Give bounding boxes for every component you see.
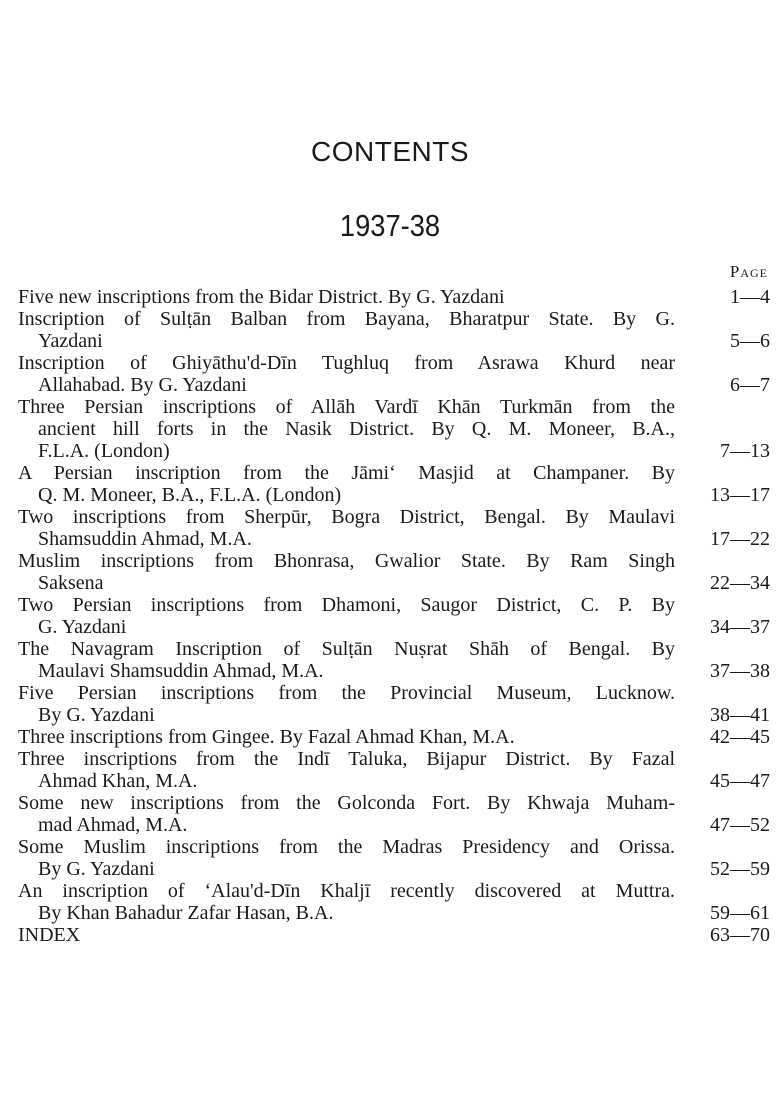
toc-entry-line bbox=[18, 440, 770, 462]
entry-title-text: Some Muslim inscriptions from the Madras Presidency and Orissa. bbox=[18, 836, 675, 858]
page-range: 63—70 bbox=[710, 924, 770, 946]
entry-title-text: F.L.A. (London) bbox=[38, 440, 170, 462]
toc-entry bbox=[18, 286, 770, 308]
page-range: 47—52 bbox=[710, 814, 770, 836]
dot-leader bbox=[349, 484, 675, 506]
dot-leader bbox=[111, 330, 675, 352]
volume-year: 1937-38 bbox=[339, 208, 441, 243]
page-range: 37—38 bbox=[710, 660, 770, 682]
entry-title-text: By Khan Bahadur Zafar Hasan, B.A. bbox=[38, 902, 334, 924]
toc-entry-line bbox=[18, 616, 770, 638]
toc-entry bbox=[18, 682, 770, 726]
dot-leader bbox=[341, 902, 675, 924]
toc-entry bbox=[18, 308, 770, 352]
toc-entry-line bbox=[18, 880, 770, 902]
toc-entry-line bbox=[18, 594, 770, 616]
page-range: 52—59 bbox=[710, 858, 770, 880]
entry-title-text: The Navagram Inscription of Sulṭān Nuṣrat Shāh of Bengal. By bbox=[18, 638, 675, 660]
dot-leader bbox=[163, 704, 675, 726]
toc-entry-line bbox=[18, 682, 770, 704]
toc-entry-line bbox=[18, 506, 770, 528]
entry-title-text: Three inscriptions from the Indī Taluka, Bijapur District. By Fazal bbox=[18, 748, 675, 770]
dot-leader bbox=[195, 814, 675, 836]
toc-entry-line bbox=[18, 704, 770, 726]
toc-entry bbox=[18, 506, 770, 550]
toc-entry-line bbox=[18, 418, 770, 440]
entry-title-text: Five Persian inscriptions from the Provincial Museum, Lucknow. bbox=[18, 682, 675, 704]
entry-title-text: A Persian inscription from the Jāmi‘ Masjid at Champaner. By bbox=[18, 462, 675, 484]
toc-entry-line bbox=[18, 484, 770, 506]
entry-title-text: An inscription of ‘Alau'd-Dīn Khaljī recently discovered at Muttra. bbox=[18, 880, 675, 902]
entry-title-text: Shamsuddin Ahmad, M.A. bbox=[38, 528, 252, 550]
dot-leader bbox=[255, 374, 675, 396]
entry-title-text: By G. Yazdani bbox=[38, 704, 155, 726]
toc-entry-line bbox=[18, 550, 770, 572]
toc-entry bbox=[18, 726, 770, 748]
toc-entry bbox=[18, 792, 770, 836]
entry-title-text: G. Yazdani bbox=[38, 616, 127, 638]
toc-entry-line bbox=[18, 660, 770, 682]
entry-title-text: Inscription of Sulṭān Balban from Bayana, Bharatpur State. By G. bbox=[18, 308, 675, 330]
toc-entry bbox=[18, 880, 770, 924]
toc-entry-line bbox=[18, 902, 770, 924]
toc-entry bbox=[18, 748, 770, 792]
page-title: CONTENTS bbox=[311, 136, 469, 167]
toc-entry-line bbox=[18, 528, 770, 550]
page-range: 6—7 bbox=[730, 374, 770, 396]
page-column-header: Page bbox=[729, 262, 768, 281]
toc-entry bbox=[18, 462, 770, 506]
toc-entry-line bbox=[18, 352, 770, 374]
toc-entry-line bbox=[18, 748, 770, 770]
dot-leader bbox=[513, 286, 675, 308]
entry-title-text: Inscription of Ghiyāthu'd-Dīn Tughluq from Asrawa Khurd near bbox=[18, 352, 675, 374]
entry-title-text: Two Persian inscriptions from Dhamoni, Saugor District, C. P. By bbox=[18, 594, 675, 616]
toc-entry bbox=[18, 836, 770, 880]
toc-entry-line bbox=[18, 638, 770, 660]
toc-entry-line bbox=[18, 792, 770, 814]
dot-leader bbox=[163, 858, 675, 880]
page-range: 5—6 bbox=[730, 330, 770, 352]
toc-entry-line bbox=[18, 374, 770, 396]
toc-entry-line bbox=[18, 572, 770, 594]
toc-entry bbox=[18, 924, 770, 946]
toc-entry-line bbox=[18, 770, 770, 792]
entry-title-text: ancient hill forts in the Nasik District. By Q. M. Moneer, B.A., bbox=[38, 418, 675, 440]
table-of-contents bbox=[18, 286, 770, 946]
toc-entry bbox=[18, 638, 770, 682]
toc-entry-line bbox=[18, 396, 770, 418]
page-range: 34—37 bbox=[710, 616, 770, 638]
toc-entry-line bbox=[18, 330, 770, 352]
toc-entry-line bbox=[18, 462, 770, 484]
page-range: 38—41 bbox=[710, 704, 770, 726]
toc-entry-line bbox=[18, 726, 770, 748]
dot-leader bbox=[134, 616, 675, 638]
entry-title-text: Three Persian inscriptions of Allāh Vardī Khān Turkmān from the bbox=[18, 396, 675, 418]
dot-leader bbox=[260, 528, 675, 550]
entry-title-text: Three inscriptions from Gingee. By Fazal Ahmad Khan, M.A. bbox=[18, 726, 515, 748]
entry-title-text: Muslim inscriptions from Bhonrasa, Gwalior State. By Ram Singh bbox=[18, 550, 675, 572]
toc-entry bbox=[18, 396, 770, 462]
toc-entry bbox=[18, 352, 770, 396]
entry-title-text: Ahmad Khan, M.A. bbox=[38, 770, 198, 792]
entry-title-text: Two inscriptions from Sherpūr, Bogra District, Bengal. By Maulavi bbox=[18, 506, 675, 528]
entry-title-text: Some new inscriptions from the Golconda Fort. By Khwaja Muham- bbox=[18, 792, 675, 814]
dot-leader bbox=[112, 572, 675, 594]
dot-leader bbox=[205, 770, 675, 792]
entry-title-text: INDEX bbox=[18, 924, 81, 946]
page-range: 22—34 bbox=[710, 572, 770, 594]
entry-title-text: Allahabad. By G. Yazdani bbox=[38, 374, 247, 396]
toc-entry bbox=[18, 594, 770, 638]
dot-leader bbox=[88, 924, 675, 946]
toc-entry-line bbox=[18, 924, 770, 946]
page-range: 42—45 bbox=[710, 726, 770, 748]
entry-title-text: mad Ahmad, M.A. bbox=[38, 814, 188, 836]
toc-entry-line bbox=[18, 308, 770, 330]
toc-entry-line bbox=[18, 836, 770, 858]
toc-entry-line bbox=[18, 814, 770, 836]
page-range: 7—13 bbox=[720, 440, 770, 462]
page-range: 1—4 bbox=[730, 286, 770, 308]
page-range: 45—47 bbox=[710, 770, 770, 792]
entry-title-text: Q. M. Moneer, B.A., F.L.A. (London) bbox=[38, 484, 342, 506]
toc-entry-line bbox=[18, 286, 770, 308]
dot-leader bbox=[523, 726, 675, 748]
page-range: 17—22 bbox=[710, 528, 770, 550]
dot-leader bbox=[178, 440, 675, 462]
dot-leader bbox=[332, 660, 675, 682]
entry-title-text: By G. Yazdani bbox=[38, 858, 155, 880]
page-range: 13—17 bbox=[710, 484, 770, 506]
entry-title-text: Yazdani bbox=[38, 330, 103, 352]
page-range: 59—61 bbox=[710, 902, 770, 924]
entry-title-text: Saksena bbox=[38, 572, 104, 594]
entry-title-text: Maulavi Shamsuddin Ahmad, M.A. bbox=[38, 660, 324, 682]
toc-entry-line bbox=[18, 858, 770, 880]
toc-entry bbox=[18, 550, 770, 594]
entry-title-text: Five new inscriptions from the Bidar District. By G. Yazdani bbox=[18, 286, 505, 308]
